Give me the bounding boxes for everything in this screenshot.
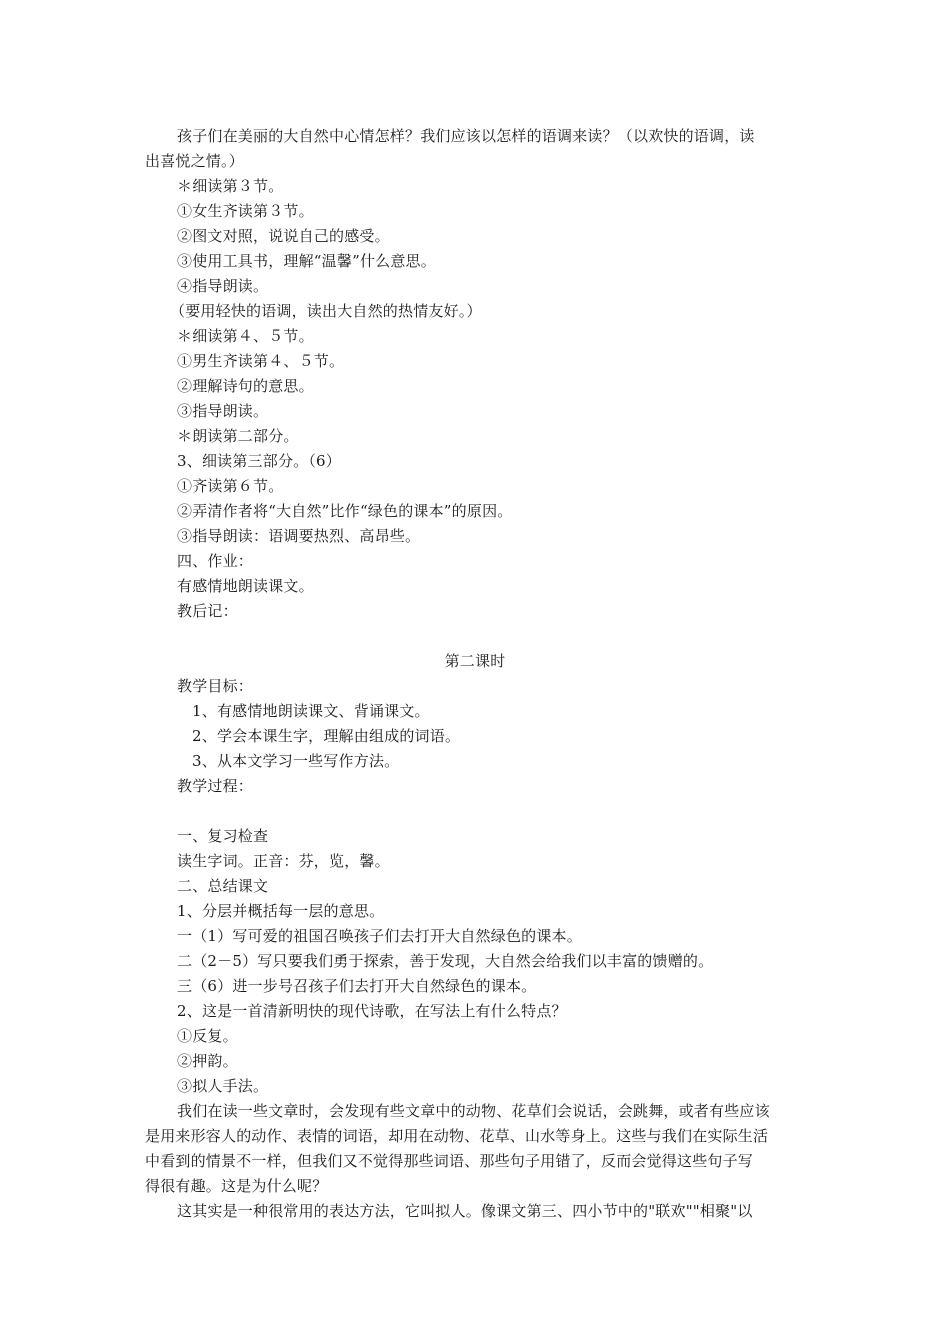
- section-heading: 四、作业：: [177, 552, 254, 570]
- list-item: 2、学会本课生字，理解由组成的词语。: [192, 727, 461, 745]
- list-item: 3、从本文学习一些写作方法。: [192, 752, 400, 770]
- list-item: 三（6）进一步号召孩子们去打开大自然绿色的课本。: [177, 977, 537, 995]
- paragraph-line: 孩子们在美丽的大自然中心情怎样？我们应该以怎样的语调来读？（以欢快的语调，读: [177, 127, 755, 145]
- paragraph-line: 中看到的情景不一样，但我们又不觉得那些词语、那些句子用错了，反而会觉得这些句子写: [145, 1152, 754, 1170]
- list-item: ＊细读第３节。: [177, 177, 284, 195]
- list-item: 二（2－5）写只要我们勇于探索，善于发现，大自然会给我们以丰富的馈赠的。: [177, 952, 714, 970]
- list-item: ①齐读第６节。: [177, 477, 284, 495]
- list-item: ③指导朗读。: [177, 402, 269, 420]
- list-item: ③指导朗读：语调要热烈、高昂些。: [177, 527, 421, 545]
- lesson-title: 第二课时: [444, 652, 506, 670]
- list-item: ④指导朗读。: [177, 277, 269, 295]
- list-item: ＊朗读第二部分。: [177, 427, 299, 445]
- list-item: 1、有感情地朗读课文、背诵课文。: [192, 702, 430, 720]
- list-item: ①反复。: [177, 1027, 238, 1045]
- paragraph-line: 得很有趣。这是为什么呢？: [145, 1177, 328, 1195]
- paragraph-line: 我们在读一些文章时，会发现有些文章中的动物、花草们会说话，会跳舞，或者有些应该: [177, 1102, 770, 1120]
- section-heading: 二、总结课文: [177, 877, 269, 895]
- paragraph-line: 是用来形容人的动作、表情的词语，却用在动物、花草、山水等身上。这些与我们在实际生活: [145, 1127, 769, 1145]
- list-item: ①女生齐读第３节。: [177, 202, 314, 220]
- list-item: 有感情地朗读课文。: [177, 577, 314, 595]
- list-item: ②押韵。: [177, 1052, 238, 1070]
- list-item: 2、这是一首清新明快的现代诗歌，在写法上有什么特点？: [177, 1002, 567, 1020]
- list-item: ②弄清作者将“大自然”比作“绿色的课本”的原因。: [177, 502, 513, 520]
- section-heading: 一、复习检查: [177, 827, 269, 845]
- list-item: ②理解诗句的意思。: [177, 377, 314, 395]
- list-item: ③使用工具书，理解“温馨”什么意思。: [177, 252, 436, 270]
- list-item: 一（1）写可爱的祖国召唤孩子们去打开大自然绿色的课本。: [177, 927, 582, 945]
- list-item: 3、细读第三部分。（6）: [177, 452, 341, 470]
- paragraph-line: 出喜悦之情。）: [145, 152, 244, 170]
- note-line: （要用轻快的语调，读出大自然的热情友好。）: [170, 302, 482, 320]
- section-heading: 教学过程：: [177, 777, 254, 795]
- notes-label: 教后记：: [177, 602, 238, 620]
- list-item: ＊细读第４、５节。: [177, 327, 314, 345]
- list-item: ②图文对照，说说自己的感受。: [177, 227, 390, 245]
- list-item: 1、分层并概括每一层的意思。: [177, 902, 385, 920]
- list-item: ①男生齐读第４、５节。: [177, 352, 345, 370]
- list-item: ③拟人手法。: [177, 1077, 269, 1095]
- list-item: 读生字词。正音：芬，览，馨。: [177, 852, 390, 870]
- paragraph-line: 这其实是一种很常用的表达方法，它叫拟人。像课文第三、四小节中的"联欢""相聚"以: [177, 1202, 753, 1220]
- section-heading: 教学目标：: [177, 677, 254, 695]
